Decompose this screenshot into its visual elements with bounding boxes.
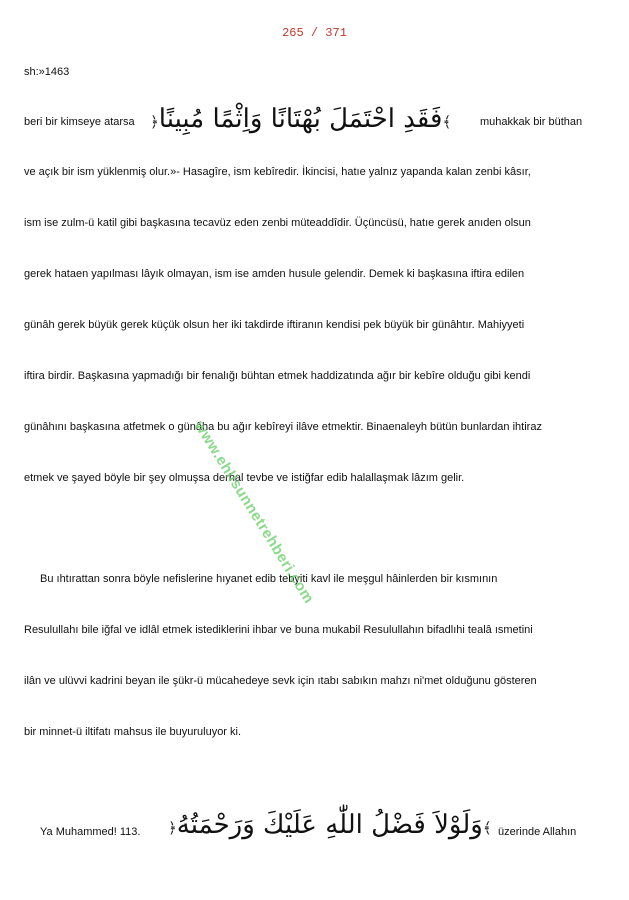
paragraph-line: Resulullahı bile iğfal ve idlâl etmek istediklerini ihbar ve buna mukabil Resulullahın bifadlıhi tealâ ısmetini	[24, 624, 533, 636]
verse2-arabic	[168, 808, 492, 845]
paragraph-line: bir minnet-ü iltifatı mahsus ile buyuruluyor ki.	[24, 726, 242, 738]
page-indicator: 265 / 371	[282, 26, 347, 40]
verse1-arabic-text: فَقَدِ احْتَمَلَ بُهْتَانًا وَاِثْمًا مُبِينًا	[158, 104, 443, 134]
reference-line: sh:»1463	[24, 66, 70, 78]
verse1-close-ornament: ﴿	[150, 113, 159, 131]
website-watermark: www.ehlisunnetrehberi.com	[190, 418, 318, 607]
paragraph-line: günâh gerek büyük gerek küçük olsun her iki takdirde iftiranın kendisi pek büyük bir günâhtır. Mahiyyeti	[24, 319, 525, 331]
paragraph-line: gerek hataen yapılması lâyık olmayan, ism ise amden husule gelendir. Demek ki başkasına iftira edilen	[24, 268, 525, 280]
verse2-arabic-text: وَلَوْلاَ فَضْلُ اللّٰهِ عَلَيْكَ وَرَحْمَتُهُ	[176, 810, 483, 840]
verse2-close-ornament: ﴿	[168, 819, 177, 837]
verse2-lead-text: Ya Muhammed! 113.	[40, 826, 141, 838]
paragraph-line: günâhını başkasına atfetmek o günâha bu ağır kebîreyi ilâve etmektir. Binaenaleyh bütün bunlardan ihtiraz	[24, 421, 542, 433]
paragraph-line: etmek ve şayed böyle bir şey olmuşsa derhal tevbe ve istiğfar edib halallaşmak lâzım gelir.	[24, 472, 465, 484]
paragraph-line: Bu ıhtırattan sonra böyle nefislerine hıyanet edib tebyiti kavl ile meşgul hâinlerden bir kısmının	[40, 573, 498, 585]
verse2-open-ornament: ﴾	[482, 819, 492, 837]
paragraph-line: ism ise zulm-ü katil gibi başkasına tecavüz eden zenbi müteaddîdir. Üçüncüsü, hatıe gerek anıden olsun	[24, 217, 531, 229]
paragraph-line: iftira birdir. Başkasına yapmadığı bir fenalığı bühtan etmek haddizatında ağır bir kebîre olduğu gibi kendi	[24, 370, 531, 382]
verse1-trail-text: muhakkak bir büthan	[480, 116, 583, 128]
paragraph-line: ilân ve ulüvvi kadrini beyan ile şükr-ü mücahedeye sevk için ıtabı sabıkın mahzı ni'met olduğunu gösteren	[24, 675, 537, 687]
verse1-open-ornament: ﴾	[442, 113, 452, 131]
verse2-trail-text: üzerinde Allahın	[498, 826, 577, 838]
verse1-lead-text: beri bir kimseye atarsa	[24, 116, 135, 128]
paragraph-line: ve açık bir ism yüklenmiş olur.»- Hasagîre, ism kebîredir. İkincisi, hatıe yalnız yapanda kalan zenbi kâsır,	[24, 166, 531, 178]
verse1-arabic	[150, 102, 451, 139]
